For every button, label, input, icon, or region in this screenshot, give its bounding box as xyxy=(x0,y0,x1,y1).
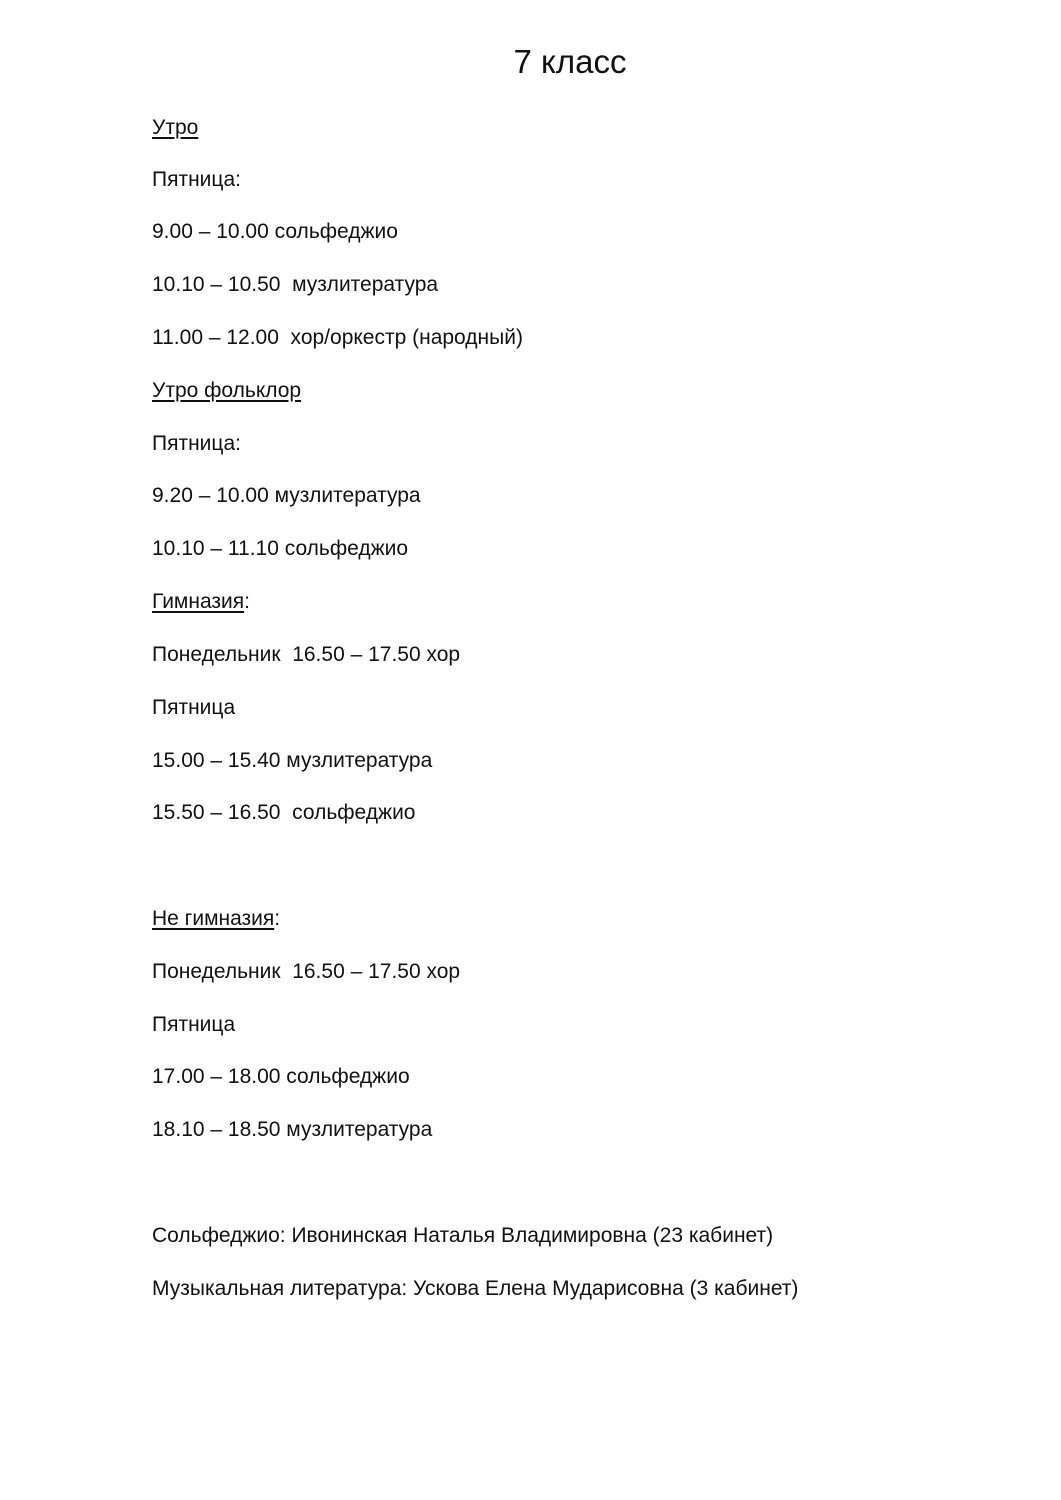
teacher-solfeggio: Сольфеджио: Ивонинская Наталья Владимировна (23 кабинет) xyxy=(152,1224,774,1247)
schedule-item: 18.10 – 18.50 музлитература xyxy=(152,1118,433,1141)
heading-colon: : xyxy=(274,907,281,930)
schedule-item: 9.00 – 10.00 сольфеджио xyxy=(152,220,398,243)
schedule-item: 17.00 – 18.00 сольфеджио xyxy=(152,1065,410,1088)
schedule-item: 9.20 – 10.00 музлитература xyxy=(152,484,421,507)
section-heading-not-gymnasium xyxy=(152,905,280,933)
section-heading-utro: Утро xyxy=(152,116,199,139)
day-label: Пятница xyxy=(152,696,236,719)
schedule-item: 10.10 – 11.10 сольфеджио xyxy=(152,537,409,560)
teacher-music-literature: Музыкальная литература: Ускова Елена Мударисовна (3 кабинет) xyxy=(152,1277,799,1300)
schedule-item-monday: Понедельник 16.50 – 17.50 хор xyxy=(152,643,461,666)
schedule-item-monday: Понедельник 16.50 – 17.50 хор xyxy=(152,960,461,983)
heading-colon: : xyxy=(244,590,250,613)
section-heading-gymnasium xyxy=(152,588,250,616)
day-label: Пятница xyxy=(152,1013,236,1036)
section-heading-utro-folklor: Утро фольклор xyxy=(152,379,302,402)
schedule-item: 10.10 – 10.50 музлитература xyxy=(152,273,439,296)
day-label: Пятница: xyxy=(152,432,241,455)
schedule-item: 11.00 – 12.00 хор/оркестр (народный) xyxy=(152,326,523,349)
section-heading-text: Гимназия xyxy=(152,590,245,613)
section-heading-text: Не гимназия xyxy=(152,907,275,930)
page-title: 7 класс xyxy=(513,43,627,80)
day-label: Пятница: xyxy=(152,168,241,191)
schedule-item: 15.00 – 15.40 музлитература xyxy=(152,749,433,772)
schedule-item: 15.50 – 16.50 сольфеджио xyxy=(152,801,416,824)
